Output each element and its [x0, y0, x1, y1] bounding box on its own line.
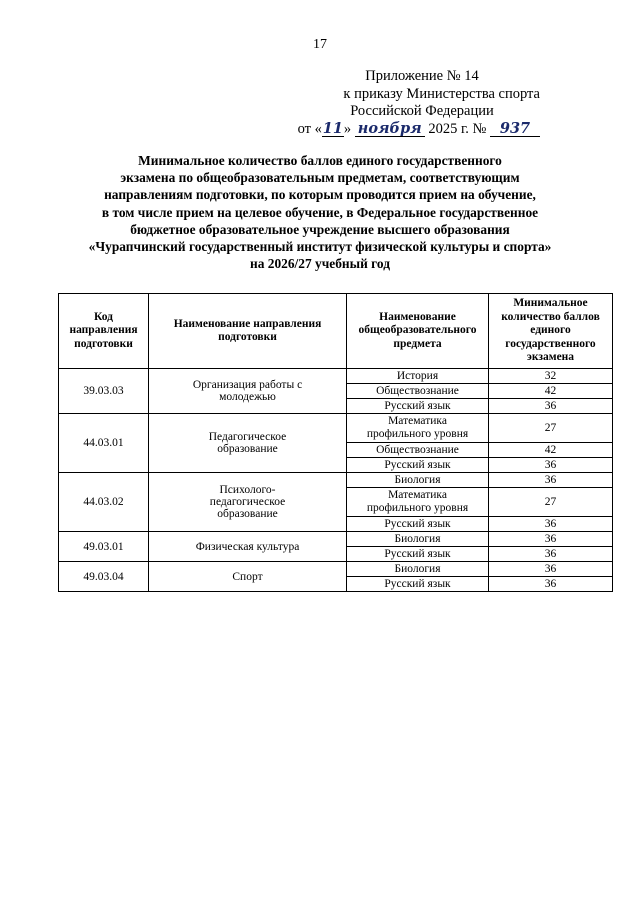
- header-min-score: Минимальное количество баллов единого государственного экзамена: [489, 294, 613, 369]
- program-code: 44.03.02: [59, 473, 149, 532]
- title-line: экзамена по общеобразовательным предметам, соответствующим: [120, 170, 520, 186]
- table-row: [59, 562, 613, 577]
- scores-table: [58, 293, 613, 592]
- title-line: на 2026/27 учебный год: [250, 256, 390, 272]
- subject-name: Русский язык: [347, 577, 489, 592]
- min-score: 42: [489, 384, 613, 399]
- title-line: Минимальное количество баллов единого государственного: [138, 153, 502, 168]
- handwritten-day: 11: [322, 119, 343, 137]
- subject-name: История: [347, 369, 489, 384]
- subject-name: Русский язык: [347, 517, 489, 532]
- min-score: 27: [489, 414, 613, 443]
- title-line: направлениям подготовки, по которым проводится прием на обучение,: [104, 187, 536, 203]
- title-line: в том числе прием на целевое обучение, в Федеральное государственное: [101, 204, 539, 220]
- subject-name: Биология: [347, 562, 489, 577]
- table-row: [59, 532, 613, 547]
- subject-name: Обществознание: [347, 443, 489, 458]
- program-name: Организация работы с молодежью: [149, 369, 347, 414]
- appendix-date-line: [240, 121, 540, 139]
- min-score: 36: [489, 562, 613, 577]
- header-code: Код направления подготовки: [59, 294, 149, 369]
- program-name: Спорт: [149, 562, 347, 592]
- min-score: 36: [489, 458, 613, 473]
- table-header-row: [59, 294, 613, 369]
- program-name: Физическая культура: [149, 532, 347, 562]
- page-number: 17: [313, 37, 327, 52]
- table-row: [59, 369, 613, 384]
- min-score: 36: [489, 473, 613, 488]
- program-code: 39.03.03: [59, 369, 149, 414]
- subject-name: Русский язык: [347, 399, 489, 414]
- title-line: бюджетное образовательное учреждение высшего образования: [130, 221, 510, 237]
- min-score: 27: [489, 488, 613, 517]
- subject-name: Биология: [347, 532, 489, 547]
- subject-name: Биология: [347, 473, 489, 488]
- header-subject: Наименование общеобразовательного предмета: [347, 294, 489, 369]
- header-program-name: Наименование направления подготовки: [149, 294, 347, 369]
- min-score: 36: [489, 577, 613, 592]
- subject-name: Обществознание: [347, 384, 489, 399]
- program-code: 49.03.04: [59, 562, 149, 592]
- program-name: Психолого-педагогическое образование: [149, 473, 347, 532]
- min-score: 32: [489, 369, 613, 384]
- appendix-title: Приложение № 14: [365, 68, 479, 84]
- date-prefix: от «: [297, 120, 322, 137]
- subject-name: Русский язык: [347, 458, 489, 473]
- handwritten-order-number: 937: [499, 119, 531, 137]
- title-line: «Чурапчинский государственный институт физической культуры и спорта»: [88, 239, 552, 255]
- min-score: 36: [489, 547, 613, 562]
- handwritten-month: ноября: [357, 119, 422, 137]
- min-score: 36: [489, 517, 613, 532]
- table-row: [59, 414, 613, 443]
- appendix-ministry: Российской Федерации: [350, 103, 494, 119]
- date-year: 2025 г. №: [428, 120, 487, 137]
- appendix-header: [240, 68, 540, 138]
- min-score: 36: [489, 399, 613, 414]
- table-row: [59, 473, 613, 488]
- date-mid: »: [343, 120, 352, 137]
- program-code: 44.03.01: [59, 414, 149, 473]
- min-score: 36: [489, 532, 613, 547]
- min-score: 42: [489, 443, 613, 458]
- document-title: [60, 152, 580, 272]
- program-code: 49.03.01: [59, 532, 149, 562]
- subject-name: Русский язык: [347, 547, 489, 562]
- subject-name: Математика профильного уровня: [347, 488, 489, 517]
- appendix-order-ref: к приказу Министерства спорта: [343, 85, 540, 102]
- subject-name: Математика профильного уровня: [347, 414, 489, 443]
- program-name: Педагогическое образование: [149, 414, 347, 473]
